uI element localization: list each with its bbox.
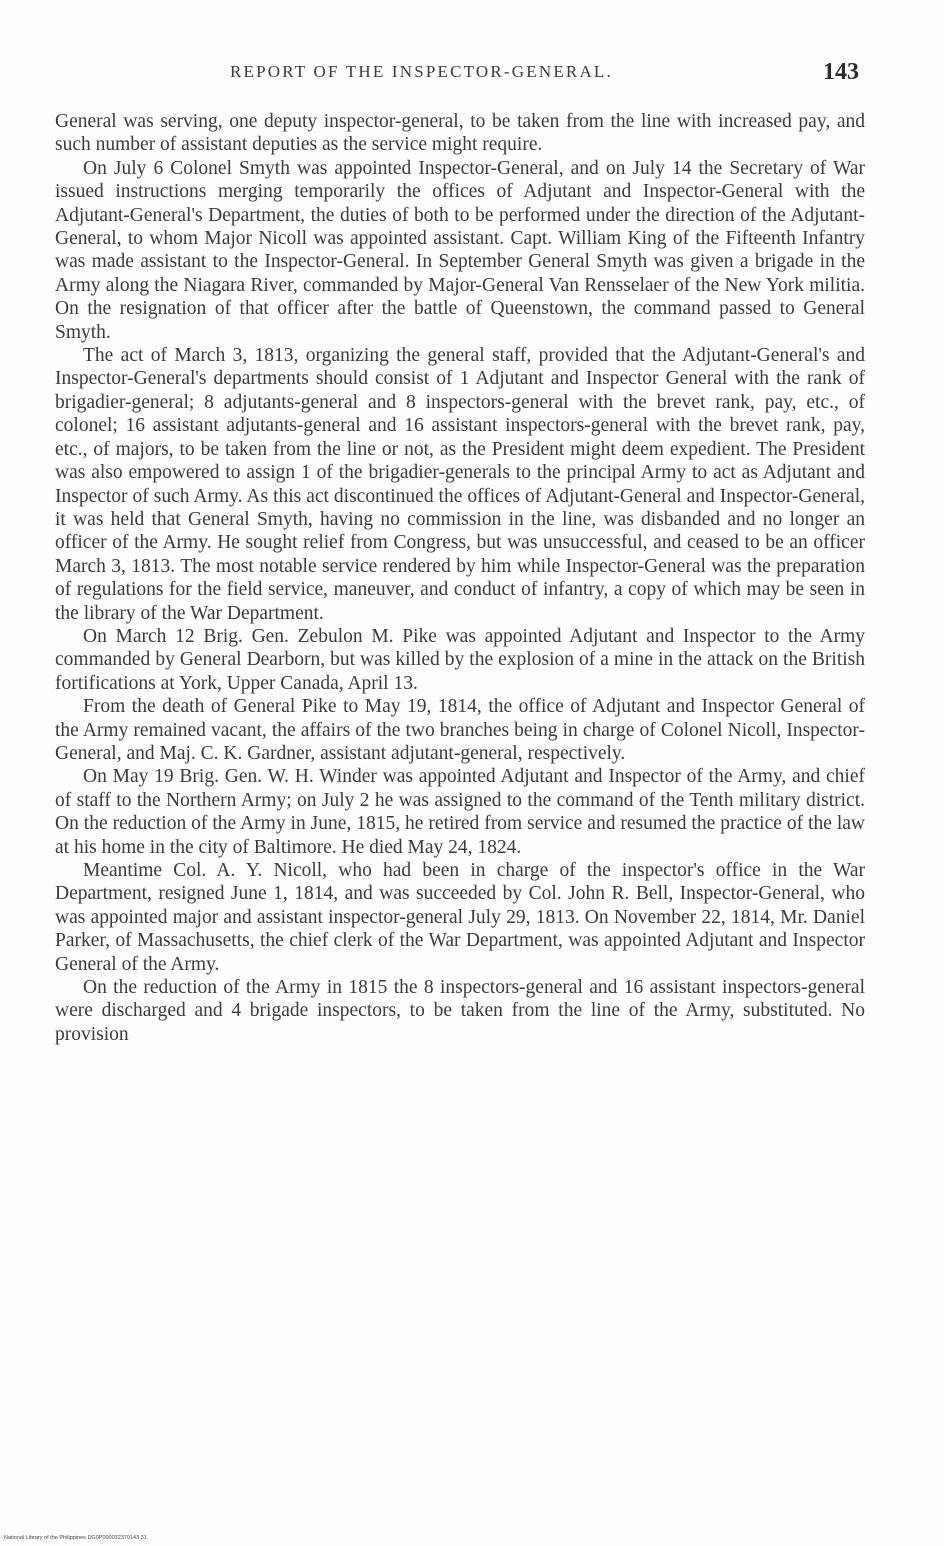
paragraph: On March 12 Brig. Gen. Zebulon M. Pike was appointed Adjutant and Inspector to the Army commanded by General Dearborn, but was killed by the explosion of a mine in the attack on the British fortifications at York, Upper Canada, April 13. [55,625,865,694]
paragraph: On May 19 Brig. Gen. W. H. Winder was appointed Adjutant and Inspector of the Army, and chief of staff to the Northern Army; on July 2 he was assigned to the command of the Tenth military district. On the reduction of the Army in June, 1815, he retired from service and resumed the practice of the law at his home in the city of Baltimore. He died May 24, 1824. [55,766,865,858]
page-number: 143 [823,59,859,85]
paragraph: Meantime Col. A. Y. Nicoll, who had been in charge of the inspector's office in the War Department, resigned June 1, 1814, and was succeeded by Col. John R. Bell, Inspector-General, who was appointed major and assistant inspector-general July 29, 1813. On November 22, 1814, Mr. Daniel Parker, of Massachusetts, the chief clerk of the War Department, was appointed Adjutant and Inspector General of the Army. [55,860,865,975]
paragraph: On the reduction of the Army in 1815 the 8 inspectors-general and 16 assistant inspectors-general were discharged and 4 brigade inspectors, to be taken from the line of the Army, substituted. No provision [55,977,865,1045]
page-header [55,59,865,94]
paragraph: From the death of General Pike to May 19, 1814, the office of Adjutant and Inspector General of the Army remained vacant, the affairs of the two branches being in charge of Colonel Nicoll, Inspector-General, and Maj. C. K. Gardner, assistant adjutant-general, respectively. [55,696,865,764]
paragraph: The act of March 3, 1813, organizing the general staff, provided that the Adjutant-General's and Inspector-General's departments should consist of 1 Adjutant and Inspector General with the rank of brigadier-general; 8 adjutants-general and 8 inspectors-general with the brevet rank, pay, etc., of colonel; 16 assistant adjutants-general and 16 assistant inspectors-general with the brevet rank, pay, etc., of majors, to be taken from the line or not, as the President might deem expedient. The President was also empowered to assign 1 of the brigadier-generals to the principal Army to act as Adjutant and Inspector of such Army. As this act discontinued the offices of Adjutant-General and Inspector-General, it was held that General Smyth, having no commission in the line, was disbanded and no longer an officer of the Army. He sought relief from Congress, but was unsuccessful, and ceased to be an officer March 3, 1813. The most notable service rendered by him while Inspector-General was the preparation of regulations for the field service, maneuver, and conduct of infantry, a copy of which may be seen in the library of the War Department. [55,345,865,624]
running-head: REPORT OF THE INSPECTOR-GENERAL. [230,62,613,81]
paragraph: On July 6 Colonel Smyth was appointed Inspector-General, and on July 14 the Secretary of War issued instructions merging temporarily the offices of Adjutant and Inspector-General with the Adjutant-General's Department, the duties of both to be performed under the direction of the Adjutant-General, to whom Major Nicoll was appointed assistant. Capt. William King of the Fifteenth Infantry was made assistant to the Inspector-General. In September General Smyth was given a brigade in the Army along the Niagara River, commanded by Major-General Van Rensselaer of the New York militia. On the resignation of that officer after the battle of Queenstown, the command passed to General Smyth. [55,157,865,343]
scan-footer-mark: National Library of the Philippines DG0P000032370143 31 [4,1535,147,1541]
body-text [55,110,865,1046]
paragraph-continued: General was serving, one deputy inspector-general, to be taken from the line with increased pay, and such number of assistant deputies as the service might require. [55,111,865,156]
